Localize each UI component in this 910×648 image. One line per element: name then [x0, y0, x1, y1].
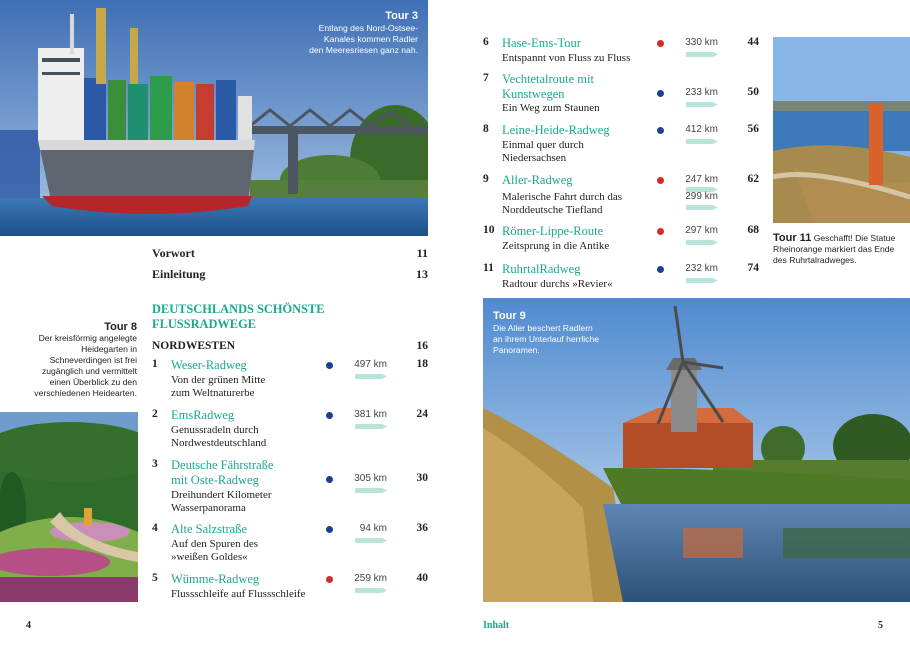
tour-name: Römer-Lippe-Route — [502, 224, 604, 238]
caption-tour9-label: Tour 9 — [493, 310, 526, 322]
caption-tour3-text: Entlang des Nord-Ostsee-Kanales kommen Radler den Meeresriesen ganz nah. — [309, 23, 418, 55]
caption-tour11 — [773, 233, 907, 266]
tour-length: 247 km — [685, 174, 718, 185]
caption-tour8-label: Tour 8 — [104, 321, 137, 333]
caption-tour9 — [493, 309, 603, 356]
caption-tour8-text: Der kreisförmig angelegte Heidegarten in Schneverdingen ist frei zugänglich und vermittelt einen Überblick zu den verschiedenen Heidearten. — [34, 333, 137, 398]
tour-entry-5[interactable] — [152, 572, 428, 604]
tour-number: 1 — [152, 358, 158, 370]
tour-number: 11 — [483, 262, 494, 274]
tour-entry-6[interactable] — [483, 36, 759, 66]
tour-subtitle: Malerische Fahrt durch das Norddeutsche Tiefland — [502, 191, 623, 216]
tour-entry-4[interactable] — [152, 522, 428, 564]
tour-length: 232 km — [685, 263, 718, 274]
tour-entry-7[interactable] — [483, 72, 759, 116]
tour-length: 412 km — [685, 124, 718, 135]
tour-subtitle: Von der grünen Mitte zum Weltnaturerbe — [171, 374, 266, 399]
tour-name: RuhrtalRadweg — [502, 262, 581, 276]
tour-length: 297 km — [685, 225, 718, 236]
toc-vorwort-label: Vorwort — [152, 246, 195, 260]
tour-length-alt: 299 km — [685, 191, 718, 202]
length-arrow-icon — [355, 538, 387, 543]
rheinorange-illustration — [773, 37, 910, 223]
tour-subtitle: Entspannt von Fluss zu Fluss — [502, 52, 631, 64]
length-arrow-icon — [686, 278, 718, 283]
length-arrow-icon — [355, 374, 387, 379]
tour-subtitle: Radtour durchs »Revier« — [502, 278, 613, 290]
tour-length: 94 km — [359, 523, 387, 534]
tour-entry-8[interactable] — [483, 123, 759, 167]
tour-entry-2[interactable] — [152, 408, 428, 450]
length-arrow-icon — [686, 52, 718, 57]
length-arrow-icon — [686, 205, 718, 210]
tour-number: 8 — [483, 123, 489, 135]
tour-length: 233 km — [685, 87, 718, 98]
toc-vorwort-page: 11 — [416, 246, 428, 260]
photo-tour3-container-ship — [0, 0, 428, 236]
caption-tour11-label: Tour 11 — [773, 232, 812, 244]
page-number-right: 5 — [878, 620, 883, 631]
region-page: 16 — [416, 340, 428, 352]
tour-subtitle: Flussschleife auf Flussschleife — [171, 588, 306, 600]
tour-page: 40 — [416, 572, 428, 584]
tour-subtitle: Einmal quer durch Niedersachsen — [502, 139, 584, 164]
page-number-left: 4 — [26, 620, 31, 631]
tour-number: 3 — [152, 458, 158, 470]
tour-page: 30 — [416, 472, 428, 484]
tour-name: EmsRadweg — [171, 408, 235, 422]
tour-number: 6 — [483, 36, 489, 48]
tour-number: 9 — [483, 173, 489, 185]
tour-page: 56 — [747, 123, 759, 135]
tour-page: 24 — [416, 408, 428, 420]
tour-entry-9[interactable] — [483, 173, 759, 219]
caption-tour8 — [20, 322, 137, 399]
caption-tour9-text: Die Aller beschert Radlern an ihrem Unterlauf herrliche Panoramen. — [493, 323, 600, 355]
tour-page: 36 — [416, 522, 428, 534]
tour-name: Deutsche Fährstraße mit Oste-Radweg — [171, 458, 274, 487]
length-arrow-icon — [686, 240, 718, 245]
caption-tour11-text: Geschafft! Die Statue Rheinorange markiert das Ende des Ruhrtalradweges. — [773, 233, 896, 265]
length-arrow-icon — [686, 139, 718, 144]
tour-page: 44 — [747, 36, 759, 48]
toc-einleitung-page: 13 — [416, 267, 428, 281]
toc-entry-einleitung[interactable] — [152, 267, 428, 282]
length-arrow-icon — [355, 588, 387, 593]
length-arrow-icon — [355, 488, 387, 493]
tour-subtitle: Zeitsprung in die Antike — [502, 240, 610, 252]
tour-name: Hase-Ems-Tour — [502, 36, 581, 50]
tour-entry-1[interactable] — [152, 358, 428, 400]
tour-name: Wümme-Radweg — [171, 572, 260, 586]
photo-tour11-rheinorange — [773, 37, 910, 223]
tour-subtitle: Dreihundert Kilometer Wasserpanorama — [171, 489, 272, 514]
tour-subtitle: Ein Weg zum Staunen — [502, 102, 600, 114]
tour-page: 74 — [747, 262, 759, 274]
tour-length: 330 km — [685, 37, 718, 48]
tour-number: 4 — [152, 522, 158, 534]
tour-length: 497 km — [354, 359, 387, 370]
tour-name: Vechtetalroute mit Kunstwegen — [502, 72, 594, 101]
photo-tour8-heather-garden — [0, 412, 138, 602]
caption-tour3 — [308, 9, 418, 56]
tour-length: 305 km — [354, 473, 387, 484]
tour-length: 381 km — [354, 409, 387, 420]
tour-subtitle: Genussradeln durch Nordwestdeutschland — [171, 424, 267, 449]
tour-length: 259 km — [354, 573, 387, 584]
caption-tour3-label: Tour 3 — [385, 10, 418, 22]
region-label: NORDWESTEN — [152, 340, 236, 352]
length-arrow-icon — [686, 102, 718, 107]
tour-name: Aller-Radweg — [502, 173, 573, 187]
tour-subtitle: Auf den Spuren des »weißen Goldes« — [171, 538, 259, 563]
tour-number: 7 — [483, 72, 489, 84]
toc-entry-vorwort[interactable] — [152, 246, 428, 261]
tour-number: 2 — [152, 408, 158, 420]
tour-number: 5 — [152, 572, 158, 584]
running-footer: Inhalt — [483, 620, 510, 631]
tour-page: 62 — [747, 173, 759, 185]
length-arrow-icon — [355, 424, 387, 429]
tour-page: 18 — [416, 358, 428, 370]
section-title: DEUTSCHLANDS SCHÖNSTE FLUSSRADWEGE — [152, 302, 325, 331]
tour-page: 50 — [747, 86, 759, 98]
tour-entry-11[interactable] — [483, 262, 759, 294]
photo-tour9-windmill — [483, 298, 910, 602]
tour-name: Leine-Heide-Radweg — [502, 123, 610, 137]
tour-page: 68 — [747, 224, 759, 236]
region-nordwesten[interactable] — [152, 340, 428, 352]
tour-name: Alte Salzstraße — [171, 522, 248, 536]
tour-entry-10[interactable] — [483, 224, 759, 256]
heather-garden-illustration — [0, 412, 138, 602]
toc-einleitung-label: Einleitung — [152, 267, 206, 281]
tour-entry-3[interactable] — [152, 458, 428, 516]
tour-number: 10 — [483, 224, 495, 236]
tour-name: Weser-Radweg — [171, 358, 247, 372]
